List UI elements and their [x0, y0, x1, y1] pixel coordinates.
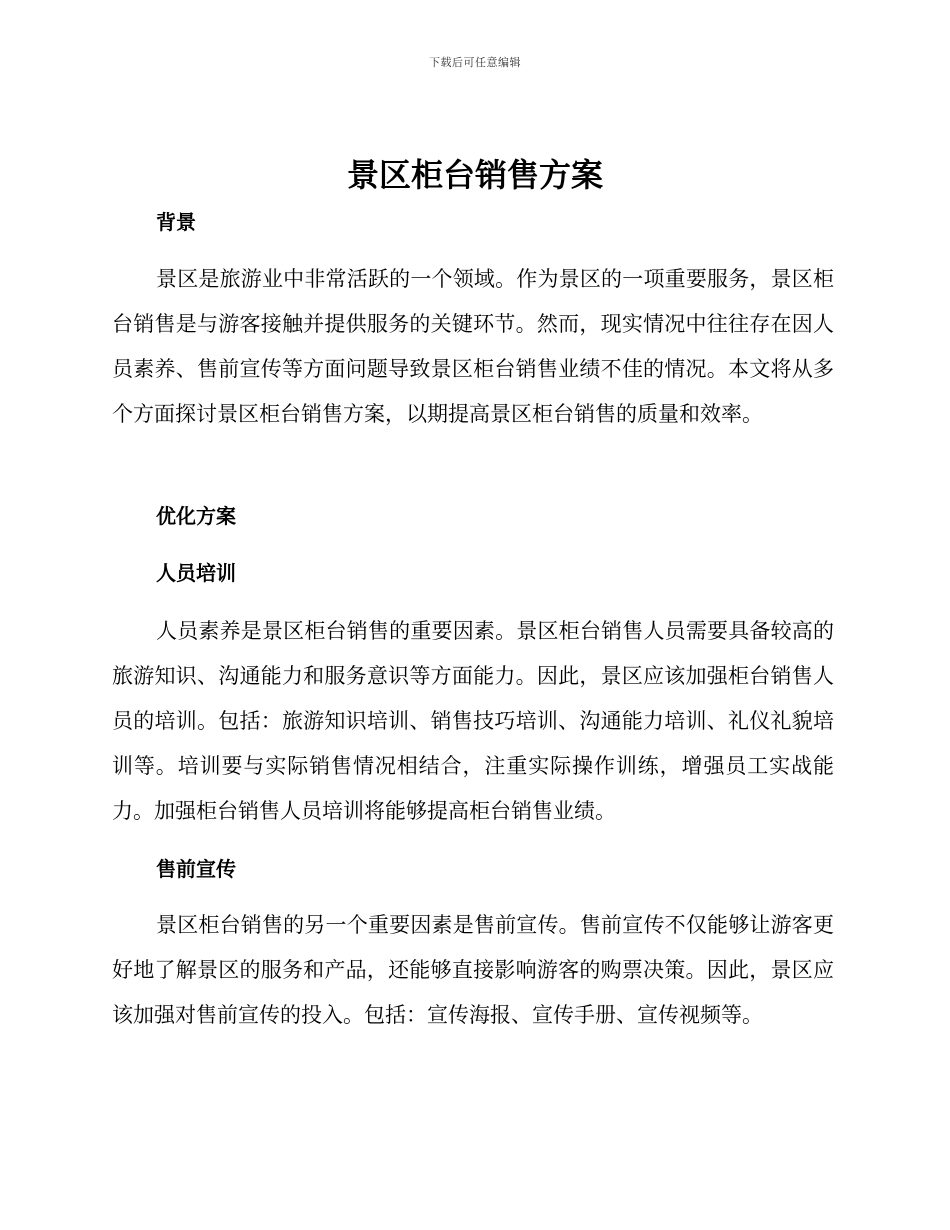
document-title: 景区柜台销售方案: [346, 156, 603, 194]
section-heading-presale-promotion: 售前宣传: [156, 857, 236, 881]
header-note: 下载后可任意编辑: [429, 56, 521, 69]
section-heading-optimization: 优化方案: [156, 504, 236, 528]
section-heading-staff-training: 人员培训: [156, 561, 236, 585]
paragraph-presale-promotion: 景区柜台销售的另一个重要因素是售前宣传。售前宣传不仅能够让游客更好地了解景区的服务和产品，还能够直接影响游客的购票决策。因此，景区应该加强对售前宣传的投入。包括：宣传海报、宣传手册、宣传视频等。: [112, 913, 834, 1027]
section-heading-background: 背景: [156, 210, 196, 234]
paragraph-background: 景区是旅游业中非常活跃的一个领域。作为景区的一项重要服务，景区柜台销售是与游客接触并提供服务的关键环节。然而，现实情况中往往存在因人员素养、售前宣传等方面问题导致景区柜台销售业绩不佳的情况。本文将从多个方面探讨景区柜台销售方案，以期提高景区柜台销售的质量和效率。: [112, 267, 834, 426]
paragraph-staff-training: 人员素养是景区柜台销售的重要因素。景区柜台销售人员需要具备较高的旅游知识、沟通能力和服务意识等方面能力。因此，景区应该加强柜台销售人员的培训。包括：旅游知识培训、销售技巧培训、沟通能力培训、礼仪礼貌培训等。培训要与实际销售情况相结合，注重实际操作训练，增强员工实战能力。加强柜台销售人员培训将能够提高柜台销售业绩。: [112, 619, 834, 823]
